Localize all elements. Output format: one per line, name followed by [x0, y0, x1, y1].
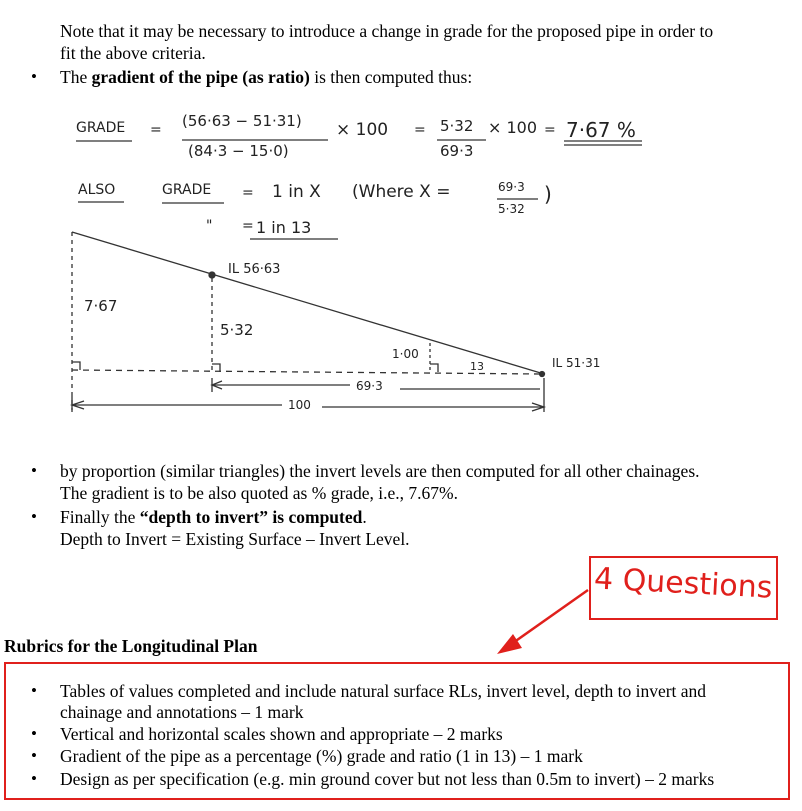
- sketch-also-label: ALSO: [78, 182, 116, 198]
- rubric-item-4: Design as per specification (e.g. min ground cover but not less than 0.5m to invert) – 2 marks: [60, 769, 715, 789]
- rubric-item-1-line-2: chainage and annotations – 1 mark: [60, 702, 304, 722]
- sketch-one-in-x: 1 in X: [272, 182, 321, 202]
- depth-post: .: [362, 507, 367, 527]
- sketch-times-1: × 100: [336, 120, 389, 140]
- bullet-dot: •: [31, 681, 37, 700]
- sketch-il-top: IL 56·63: [228, 262, 281, 277]
- sketch-frac-den: 5·32: [498, 202, 525, 216]
- sketch-dim-100: 100: [288, 398, 311, 412]
- sketch-close-paren: ): [544, 182, 552, 206]
- depth-bullet-text: [60, 506, 367, 528]
- sketch-eq-2: =: [414, 122, 426, 138]
- proportion-line-1: by proportion (similar triangles) the invert levels are then computed for all other chainages.: [60, 461, 700, 481]
- sketch-frac-num: 69·3: [498, 180, 525, 194]
- sketch-grade-label-2: GRADE: [162, 182, 212, 198]
- rubrics-heading: Rubrics for the Longitudinal Plan: [4, 636, 258, 656]
- intro-line-1: Note that it may be necessary to introduce a change in grade for the proposed pipe in order to: [60, 21, 714, 41]
- sketch-num-1: (56·63 − 51·31): [182, 112, 302, 130]
- sketch-left-height: 7·67: [84, 297, 118, 315]
- sketch-dim-693: 69·3: [356, 379, 383, 393]
- sketch-eq-1: =: [150, 122, 162, 138]
- sketch-one: 1·00: [392, 347, 419, 361]
- sketch-eq-3: =: [544, 122, 556, 138]
- gradient-post: is then computed thus:: [309, 67, 473, 87]
- sketch-den-1: (84·3 − 15·0): [188, 142, 289, 160]
- intro-line-2: fit the above criteria.: [60, 43, 206, 63]
- gradient-pre: The: [60, 67, 92, 87]
- rubric-item-3: Gradient of the pipe as a percentage (%) grade and ratio (1 in 13) – 1 mark: [60, 746, 583, 766]
- bullet-dot: •: [31, 461, 37, 480]
- sketch-ditto: ": [206, 218, 213, 234]
- sketch-den-2: 69·3: [440, 142, 474, 160]
- gradient-bold: gradient of the pipe (as ratio): [91, 67, 310, 87]
- sketch-grade-label: GRADE: [76, 120, 126, 136]
- sketch-num-2: 5·32: [440, 117, 474, 135]
- sketch-times-2: × 100: [488, 118, 538, 137]
- sketch-result: 7·67 %: [566, 118, 636, 142]
- sketch-eq-5: =: [242, 218, 254, 234]
- sketch-eq-4: =: [242, 185, 254, 201]
- depth-formula: Depth to Invert = Existing Surface – Invert Level.: [60, 529, 410, 549]
- bullet-dot: •: [31, 67, 37, 86]
- sketch-mid-height: 5·32: [220, 321, 254, 339]
- questions-annotation-text: 4 Questions: [593, 561, 774, 606]
- depth-pre: Finally the: [60, 507, 140, 527]
- proportion-line-2: The gradient is to be also quoted as % grade, i.e., 7.67%.: [60, 483, 459, 503]
- bullet-dot: •: [31, 507, 37, 526]
- sketch-il-bottom: IL 51·31: [552, 356, 601, 370]
- bullet-dot: •: [31, 746, 37, 765]
- depth-bold: “depth to invert” is computed: [139, 507, 363, 527]
- bullet-dot: •: [31, 769, 37, 788]
- sketch-one-in-13: 1 in 13: [256, 218, 312, 237]
- sketch-where: (Where X =: [352, 182, 451, 202]
- bullet-dot: •: [31, 724, 37, 743]
- rubric-item-1-line-1: Tables of values completed and include natural surface RLs, invert level, depth to invert and: [60, 681, 707, 701]
- rubric-item-2: Vertical and horizontal scales shown and appropriate – 2 marks: [60, 724, 503, 744]
- sketch-thirteen: 13: [470, 360, 484, 373]
